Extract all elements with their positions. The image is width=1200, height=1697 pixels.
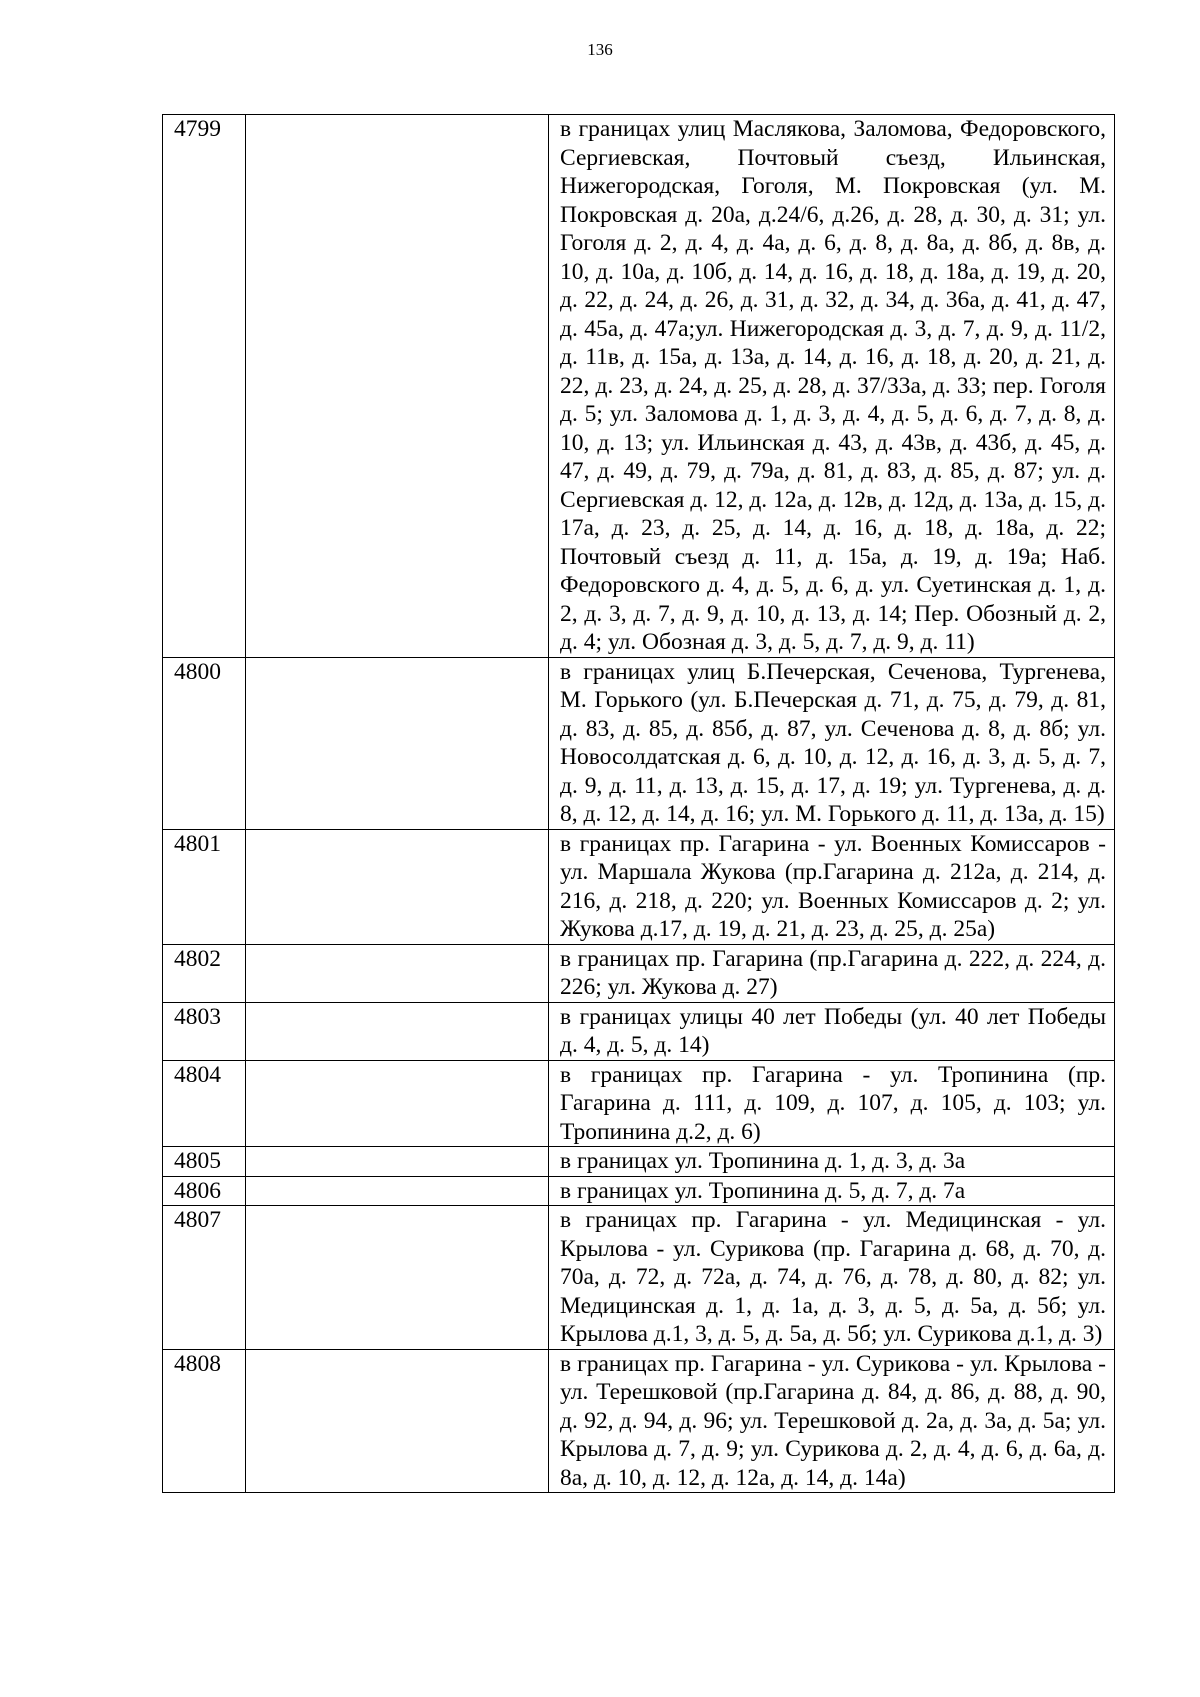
row-id: 4802 xyxy=(163,944,246,1002)
table-row xyxy=(163,1206,1115,1350)
table-row xyxy=(163,657,1115,829)
row-middle xyxy=(246,1176,549,1206)
row-id: 4808 xyxy=(163,1349,246,1493)
row-description: в границах улиц Маслякова, Заломова, Федоровского, Сергиевская, Почтовый съезд, Ильинская, Нижегородская, Гоголя, М. Покровская (ул. М. Покровская д. 20а, д.24/6, д.26, д. 28, д. 30, д. 31; ул. Гоголя д. 2, д. 4, д. 4а, д. 6, д. 8, д. 8а, д. 8б, д. 8в, д. 10, д. 10а, д. 10б, д. 14, д. 16, д. 18, д. 18а, д. 19, д. 20, д. 22, д. 24, д. 26, д. 31, д. 32, д. 34, д. 36а, д. 41, д. 47, д. 45а, д. 47а;ул. Нижегородская д. 3, д. 7, д. 9, д. 11/2, д. 11в, д. 15а, д. 13а, д. 14, д. 16, д. 18, д. 20, д. 21, д. 22, д. 23, д. 24, д. 25, д. 28, д. 37/33а, д. 33; пер. Гоголя д. 5; ул. Заломова д. 1, д. 3, д. 4, д. 5, д. 6, д. 7, д. 8, д. 10, д. 13; ул. Ильинская д. 43, д. 43в, д. 43б, д. 45, д. 47, д. 49, д. 79, д. 79а, д. 81, д. 83, д. 85, д. 87; ул. д. Сергиевская д. 12, д. 12а, д. 12в, д. 12д, д. 13а, д. 15, д. 17а, д. 23, д. 25, д. 14, д. 16, д. 18, д. 18а, д. 22; Почтовый съезд д. 11, д. 15а, д. 19, д. 19а; Наб. Федоровского д. 4, д. 5, д. 6, д. ул. Суетинская д. 1, д. 2, д. 3, д. 7, д. 9, д. 10, д. 13, д. 14; Пер. Обозный д. 2, д. 4; ул. Обозная д. 3, д. 5, д. 7, д. 9, д. 11) xyxy=(549,115,1115,658)
row-description: в границах пр. Гагарина - ул. Медицинская - ул. Крылова - ул. Сурикова (пр. Гагарина д. 68, д. 70, д. 70а, д. 72, д. 72а, д. 74, д. 76, д. 78, д. 80, д. 82; ул. Медицинская д. 1, д. 1а, д. 3, д. 5, д. 5а, д. 5б; ул. Крылова д.1, 3, д. 5, д. 5а, д. 5б; ул. Сурикова д.1, д. 3) xyxy=(549,1206,1115,1350)
table-row xyxy=(163,1349,1115,1493)
table-row xyxy=(163,1147,1115,1177)
row-id: 4803 xyxy=(163,1002,246,1060)
table-row xyxy=(163,1002,1115,1060)
row-description: в границах пр. Гагарина (пр.Гагарина д. 222, д. 224, д. 226; ул. Жукова д. 27) xyxy=(549,944,1115,1002)
row-description: в границах ул. Тропинина д. 5, д. 7, д. 7а xyxy=(549,1176,1115,1206)
row-middle xyxy=(246,1206,549,1350)
row-middle xyxy=(246,944,549,1002)
table-row xyxy=(163,829,1115,944)
table-row xyxy=(163,944,1115,1002)
row-id: 4807 xyxy=(163,1206,246,1350)
row-id: 4806 xyxy=(163,1176,246,1206)
row-description: в границах улиц Б.Печерская, Сеченова, Тургенева, М. Горького (ул. Б.Печерская д. 71, д. 75, д. 79, д. 81, д. 83, д. 85, д. 85б, д. 87, ул. Сеченова д. 8, д. 8б; ул. Новосолдатская д. 6, д. 10, д. 12, д. 16, д. 3, д. 5, д. 7, д. 9, д. 11, д. 13, д. 15, д. 17, д. 19; ул. Тургенева, д. д. 8, д. 12, д. 14, д. 16; ул. М. Горького д. 11, д. 13а, д. 15) xyxy=(549,657,1115,829)
row-description: в границах пр. Гагарина - ул. Военных Комиссаров - ул. Маршала Жукова (пр.Гагарина д. 212а, д. 214, д. 216, д. 218, д. 220; ул. Военных Комиссаров д. 2; ул. Жукова д.17, д. 19, д. 21, д. 23, д. 25, д. 25а) xyxy=(549,829,1115,944)
row-middle xyxy=(246,115,549,658)
row-middle xyxy=(246,657,549,829)
table-row xyxy=(163,1176,1115,1206)
row-middle xyxy=(246,829,549,944)
row-description: в границах ул. Тропинина д. 1, д. 3, д. 3а xyxy=(549,1147,1115,1177)
row-middle xyxy=(246,1147,549,1177)
row-middle xyxy=(246,1060,549,1147)
row-middle xyxy=(246,1002,549,1060)
row-id: 4804 xyxy=(163,1060,246,1147)
row-id: 4805 xyxy=(163,1147,246,1177)
row-id: 4799 xyxy=(163,115,246,658)
row-description: в границах пр. Гагарина - ул. Сурикова - ул. Крылова - ул. Терешковой (пр.Гагарина д. 84, д. 86, д. 88, д. 90, д. 92, д. 94, д. 96; ул. Терешковой д. 2а, д. 3а, д. 5а; ул. Крылова д. 7, д. 9; ул. Сурикова д. 2, д. 4, д. 6, д. 6а, д. 8а, д. 10, д. 12, д. 12а, д. 14, д. 14а) xyxy=(549,1349,1115,1493)
row-description: в границах улицы 40 лет Победы (ул. 40 лет Победы д. 4, д. 5, д. 14) xyxy=(549,1002,1115,1060)
row-description: в границах пр. Гагарина - ул. Тропинина (пр. Гагарина д. 111, д. 109, д. 107, д. 105, д. 103; ул. Тропинина д.2, д. 6) xyxy=(549,1060,1115,1147)
table-row xyxy=(163,115,1115,658)
address-table xyxy=(162,114,1115,1493)
table-row xyxy=(163,1060,1115,1147)
row-middle xyxy=(246,1349,549,1493)
page-number: 136 xyxy=(587,40,613,59)
row-id: 4800 xyxy=(163,657,246,829)
row-id: 4801 xyxy=(163,829,246,944)
